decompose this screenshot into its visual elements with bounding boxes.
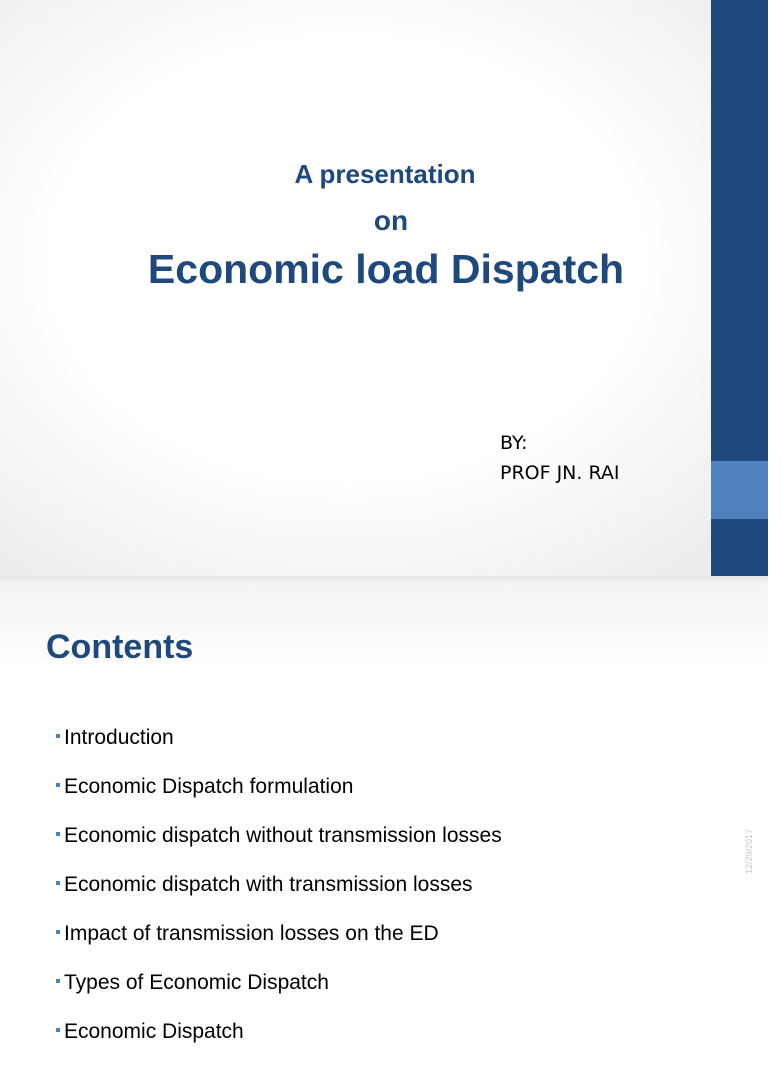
list-item-text: Economic Dispatch formulation: [64, 775, 354, 798]
list-item-text: Impact of transmission losses on the ED: [64, 922, 439, 945]
bullet-icon: [56, 832, 60, 836]
connector-text: on: [373, 205, 409, 236]
bullet-icon: [56, 881, 60, 885]
list-item: [56, 723, 716, 772]
list-item-text: Economic dispatch without transmission losses: [64, 824, 502, 847]
contents-list: [56, 723, 716, 1066]
list-item: [56, 968, 716, 1017]
bullet-icon: [56, 783, 60, 787]
author-by-label: BY:: [500, 432, 528, 454]
author-name: PROF JN. RAI: [500, 462, 620, 484]
slide-title: Economic load Dispatch: [147, 246, 625, 292]
list-item: [56, 1017, 716, 1066]
contents-heading: Contents: [46, 628, 194, 666]
list-item: [56, 821, 716, 870]
slide-date: 12/29/2017: [744, 828, 754, 874]
list-item: [56, 919, 716, 968]
bullet-icon: [56, 979, 60, 983]
side-accent-block: [711, 461, 768, 519]
bullet-icon: [56, 930, 60, 934]
list-item: [56, 772, 716, 821]
contents-slide: [0, 586, 768, 1043]
slide-divider: [0, 576, 768, 586]
bullet-icon: [56, 734, 60, 738]
list-item-text: Economic Dispatch: [64, 1020, 244, 1043]
bullet-icon: [56, 1028, 60, 1032]
list-item: [56, 870, 716, 919]
list-item-text: Introduction: [64, 726, 174, 749]
list-item-text: Economic dispatch with transmission losses: [64, 873, 473, 896]
list-item-text: Types of Economic Dispatch: [64, 971, 329, 994]
pre-title: A presentation: [294, 159, 476, 189]
